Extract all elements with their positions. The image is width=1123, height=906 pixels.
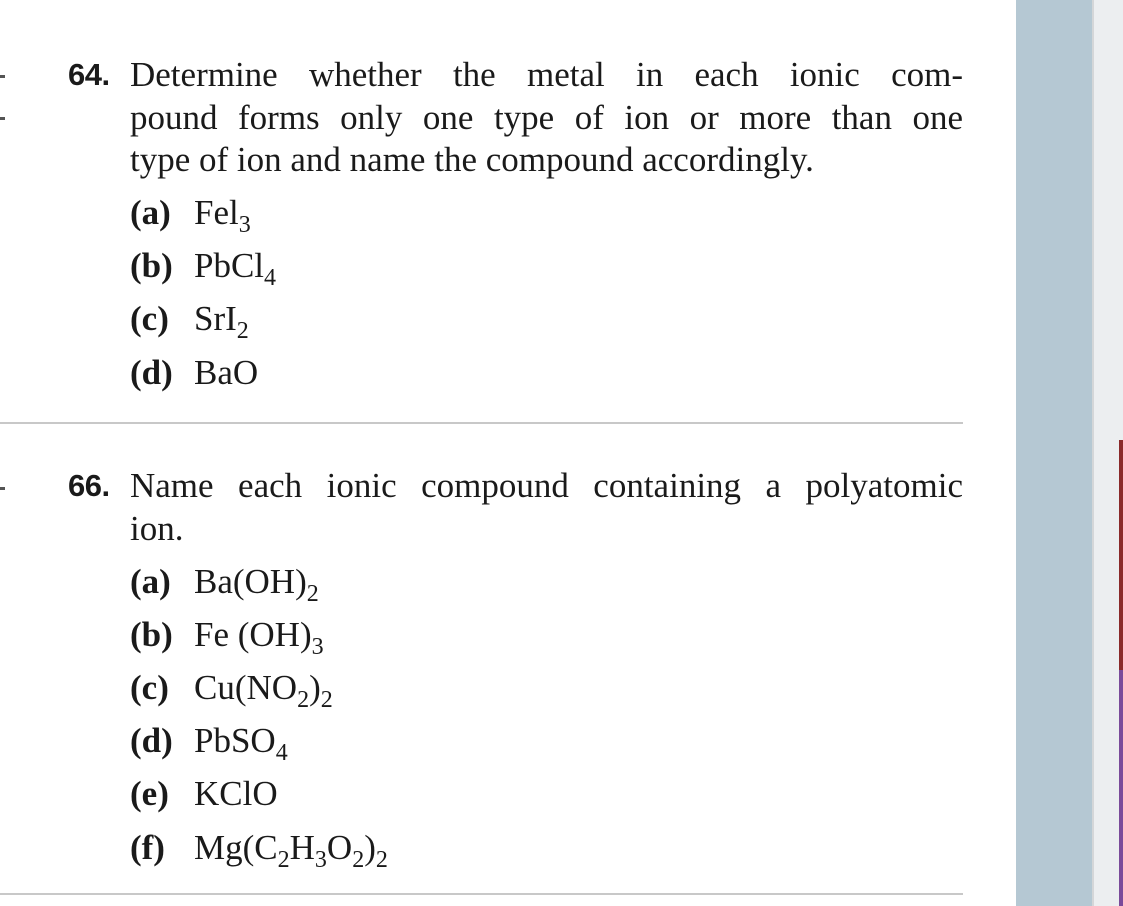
chemical-formula: $Mg(C_2H_3O_2)_2$: [194, 828, 388, 873]
sub-item: [130, 243, 276, 289]
chemical-formula: KClO: [194, 774, 278, 813]
side-panel: [1016, 0, 1092, 906]
chemical-formula: Fe $(OH)_3$: [194, 615, 324, 660]
sub-item-label: (a): [130, 562, 171, 601]
chemical-formula: PbCl$_4$: [194, 246, 277, 291]
sub-item: [130, 612, 324, 658]
sub-item-label: (b): [130, 246, 173, 285]
section-divider: [0, 422, 963, 424]
chemical-formula: Fel$_3$: [194, 193, 251, 238]
statement-line: Determine whether the metal in each ionic com-: [130, 55, 963, 94]
sub-item: [130, 296, 249, 342]
sub-item-label: (c): [130, 668, 169, 707]
statement-line: Name each ionic compound containing a polyatomic: [130, 466, 963, 505]
sub-item: [130, 718, 288, 764]
sub-item-label: (d): [130, 353, 173, 392]
problem-number: 64.: [68, 57, 110, 92]
sub-item: [130, 771, 278, 817]
chemical-formula: $Ba(OH)_2$: [194, 562, 319, 607]
sub-item-label: (c): [130, 299, 169, 338]
chemical-formula: BaO: [194, 353, 259, 392]
sub-item: [130, 350, 258, 396]
problem-statement: [130, 54, 963, 182]
sub-item-label: (e): [130, 774, 169, 813]
scrollbar-border: [1092, 0, 1094, 906]
chemical-formula: SrI$_2$: [194, 299, 249, 344]
left-edge-mark: [0, 75, 5, 78]
chemical-formula: $Cu(NO_2)_2$: [194, 668, 333, 713]
sub-item-label: (a): [130, 193, 171, 232]
statement-line: pound forms only one type of ion or more than one: [130, 97, 963, 137]
scrollbar-accent-purple: [1119, 670, 1123, 906]
sub-item: [130, 190, 251, 236]
statement-line: ion.: [130, 508, 184, 548]
problem-statement: [130, 465, 963, 550]
problem-number: 66.: [68, 468, 110, 503]
sub-item-label: (d): [130, 721, 173, 760]
sub-item-label: (b): [130, 615, 173, 654]
sub-item-label: (f): [130, 828, 165, 867]
sub-item: [130, 665, 333, 711]
section-divider: [0, 893, 963, 895]
chemical-formula: PbSO$_4$: [194, 721, 288, 766]
scrollbar-accent-red: [1119, 440, 1123, 670]
sub-item: [130, 825, 388, 871]
left-edge-mark: [0, 117, 5, 120]
left-edge-mark: [0, 487, 5, 490]
sub-item: [130, 559, 319, 605]
statement-line: type of ion and name the compound accordingly.: [130, 140, 814, 179]
